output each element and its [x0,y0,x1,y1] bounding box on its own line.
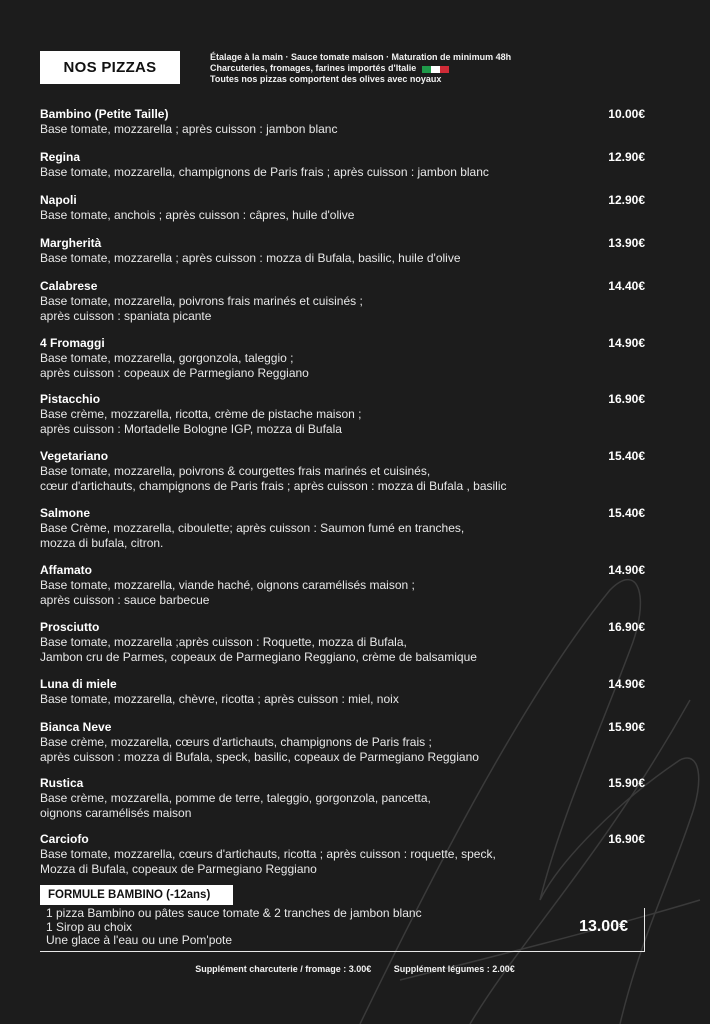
pizza-price: 13.90€ [608,236,645,250]
supplement-charcuterie: Supplément charcuterie / fromage : 3.00€ [195,964,372,974]
pizza-name: Salmone [40,506,91,520]
supplements [0,964,710,974]
pizza-price: 14.90€ [608,677,645,691]
intro-line-2: Charcuteries, fromages, farines importés d'Italie [210,63,511,74]
flag-white [431,66,440,73]
pizza-item-margherita [40,236,645,266]
pizza-item-napoli [40,193,645,223]
pizza-price: 16.90€ [608,832,645,846]
pizza-item-bianca-neve [40,720,645,764]
pizza-description: Base tomate, mozzarella, cœurs d'artichauts, ricotta ; après cuisson : roquette, speck, Mozza di Bufala, copeaux de Parmegiano Reggiano [40,847,496,876]
intro-text [210,52,511,85]
pizza-name: Prosciutto [40,620,100,634]
pizza-price: 15.90€ [608,720,645,734]
italian-flag-icon [422,65,449,72]
pizza-item-prosciutto [40,620,645,664]
pizza-item-affamato [40,563,645,607]
pizza-description: Base tomate, mozzarella, viande haché, oignons caramélisés maison ; après cuisson : sauce barbecue [40,578,415,607]
pizza-price: 14.40€ [608,279,645,293]
flag-red [440,66,449,73]
pizza-description: Base tomate, mozzarella, gorgonzola, taleggio ; après cuisson : copeaux de Parmegiano Reggiano [40,351,309,380]
pizza-item-salmone [40,506,645,550]
pizza-price: 14.90€ [608,336,645,350]
pizza-name: 4 Fromaggi [40,336,105,350]
pizza-item-calabrese [40,279,645,323]
pizza-price: 14.90€ [608,563,645,577]
formule-bambino-details [46,907,422,948]
pizza-name: Rustica [40,776,84,790]
pizza-name: Calabrese [40,279,98,293]
pizza-price: 15.90€ [608,776,645,790]
pizza-item-luna-di-miele [40,677,645,707]
pizza-item-vegetariano [40,449,645,493]
pizza-item-rustica [40,776,645,820]
pizza-description: Base tomate, mozzarella ;après cuisson : Roquette, mozza di Bufala, Jambon cru de Parmes, copeaux de Parmegiano Reggiano, crème de balsamique [40,635,477,664]
intro-line-3: Toutes nos pizzas comportent des olives avec noyaux [210,74,442,84]
pizza-name: Luna di miele [40,677,117,691]
formule-bambino-title: FORMULE BAMBINO (-12ans) [40,885,233,905]
pizza-name: Bianca Neve [40,720,112,734]
formule-line: Une glace à l'eau ou une Pom'pote [46,933,233,947]
pizza-price: 12.90€ [608,193,645,207]
pizza-description: Base tomate, mozzarella, poivrons & courgettes frais marinés et cuisinés, cœur d'artichauts, champignons de Paris frais ; après cuisson : mozza di Bufala , basilic [40,464,507,493]
pizza-name: Carciofo [40,832,89,846]
pizza-item-regina [40,150,645,180]
pizza-price: 16.90€ [608,392,645,406]
formule-line: 1 Sirop au choix [46,919,133,934]
pizza-description: Base crème, mozzarella, cœurs d'artichauts, champignons de Paris frais ; après cuisson : mozza di Bufala, speck, basilic, copeaux de Parmegiano Reggiano [40,735,479,764]
pizza-item-carciofo [40,832,645,876]
pizza-price: 12.90€ [608,150,645,164]
pizza-description: Base crème, mozzarella, ricotta, crème de pistache maison ; après cuisson : Mortadelle Bologne IGP, mozza di Bufala [40,407,362,436]
pizza-description: Base tomate, anchois ; après cuisson : câpres, huile d'olive [40,208,355,222]
supplement-legumes: Supplément légumes : 2.00€ [393,964,515,974]
pizza-price: 16.90€ [608,620,645,634]
pizza-description: Base tomate, mozzarella, poivrons frais marinés et cuisinés ; après cuisson : spaniata picante [40,294,363,323]
pizza-name: Vegetariano [40,449,109,463]
pizza-name: Margherità [40,236,102,250]
page-title: NOS PIZZAS [40,51,180,84]
pizza-description: Base Crème, mozzarella, ciboulette; après cuisson : Saumon fumé en tranches, mozza di bufala, citron. [40,521,465,550]
pizza-price: 15.40€ [608,449,645,463]
pizza-name: Pistacchio [40,392,101,406]
pizza-item-pistacchio [40,392,645,436]
pizza-name: Regina [40,150,81,164]
pizza-description: Base tomate, mozzarella ; après cuisson : jambon blanc [40,122,338,136]
pizza-name: Bambino (Petite Taille) [40,107,169,121]
pizza-description: Base tomate, mozzarella, chèvre, ricotta ; après cuisson : miel, noix [40,692,399,706]
flag-green [422,66,431,73]
pizza-name: Affamato [40,563,93,577]
pizza-name: Napoli [40,193,77,207]
intro-line-1: Étalage à la main · Sauce tomate maison · Maturation de minimum 48h [210,52,512,62]
pizza-description: Base tomate, mozzarella, champignons de Paris frais ; après cuisson : jambon blanc [40,165,489,179]
formule-line: 1 pizza Bambino ou pâtes sauce tomate & 2 tranches de jambon blanc [46,906,422,920]
pizza-item-4-fromaggi [40,336,645,380]
pizza-price: 10.00€ [608,107,645,121]
pizza-item-bambino [40,107,645,137]
pizza-description: Base crème, mozzarella, pomme de terre, taleggio, gorgonzola, pancetta, oignons caramélisés maison [40,791,431,820]
pizza-price: 15.40€ [608,506,645,520]
formule-bambino-price: 13.00€ [579,918,628,935]
pizza-description: Base tomate, mozzarella ; après cuisson : mozza di Bufala, basilic, huile d'olive [40,251,461,265]
